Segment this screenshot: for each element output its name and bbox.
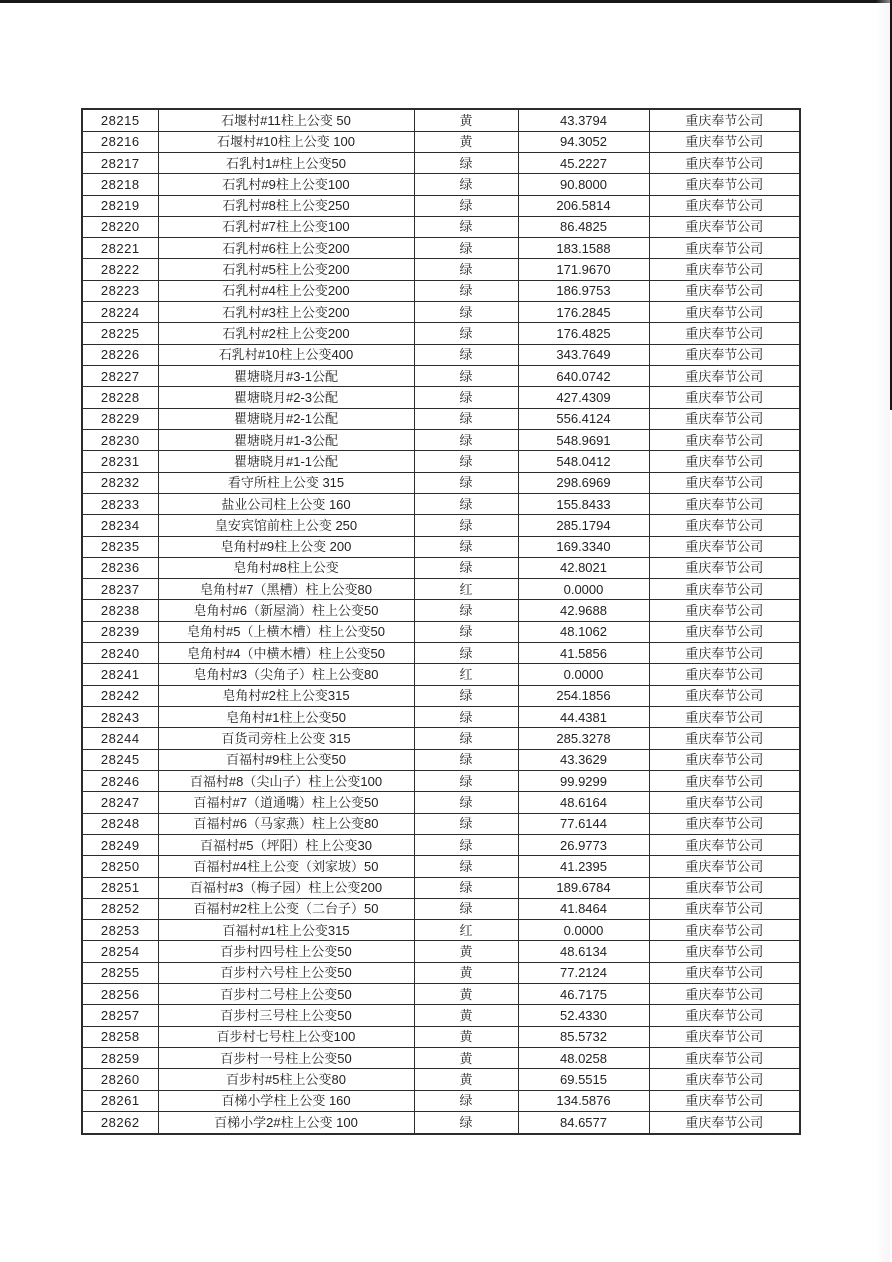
cell-id: 28256 [82,984,158,1005]
cell-id: 28231 [82,451,158,472]
cell-id: 28229 [82,408,158,429]
cell-id: 28236 [82,557,158,578]
cell-status: 绿 [414,643,518,664]
cell-company: 重庆奉节公司 [649,579,800,600]
cell-company: 重庆奉节公司 [649,749,800,770]
cell-value: 176.4825 [518,323,649,344]
cell-value: 90.8000 [518,174,649,195]
cell-name: 皂角村#1柱上公变50 [158,707,414,728]
cell-status: 绿 [414,834,518,855]
cell-company: 重庆奉节公司 [649,984,800,1005]
cell-status: 绿 [414,557,518,578]
scan-edge-top [0,0,892,3]
table-row [82,621,800,642]
cell-value: 186.9753 [518,280,649,301]
cell-value: 0.0000 [518,920,649,941]
cell-id: 28223 [82,280,158,301]
cell-value: 169.3340 [518,536,649,557]
cell-value: 77.2124 [518,962,649,983]
table-row [82,579,800,600]
cell-status: 绿 [414,408,518,429]
table-row [82,216,800,237]
cell-company: 重庆奉节公司 [649,813,800,834]
cell-id: 28221 [82,238,158,259]
table-row [82,728,800,749]
cell-company: 重庆奉节公司 [649,216,800,237]
cell-status: 绿 [414,302,518,323]
cell-value: 85.5732 [518,1026,649,1047]
table-row [82,344,800,365]
cell-id: 28217 [82,152,158,173]
cell-name: 百步村#5柱上公变80 [158,1069,414,1090]
cell-company: 重庆奉节公司 [649,515,800,536]
cell-id: 28261 [82,1090,158,1111]
cell-id: 28226 [82,344,158,365]
cell-id: 28216 [82,131,158,152]
cell-company: 重庆奉节公司 [649,1048,800,1069]
cell-company: 重庆奉节公司 [649,323,800,344]
cell-name: 石乳村#8柱上公变250 [158,195,414,216]
table-row [82,813,800,834]
cell-name: 石乳村#4柱上公变200 [158,280,414,301]
cell-status: 红 [414,920,518,941]
table-row [82,515,800,536]
cell-company: 重庆奉节公司 [649,259,800,280]
cell-company: 重庆奉节公司 [649,856,800,877]
cell-value: 42.9688 [518,600,649,621]
cell-name: 皂角村#5（上横木槽）柱上公变50 [158,621,414,642]
cell-status: 黄 [414,984,518,1005]
cell-name: 百步村一号柱上公变50 [158,1048,414,1069]
cell-value: 44.4381 [518,707,649,728]
transformer-table-container [81,108,801,1135]
cell-company: 重庆奉节公司 [649,451,800,472]
cell-status: 绿 [414,770,518,791]
cell-value: 298.6969 [518,472,649,493]
table-row [82,387,800,408]
table-row [82,109,800,131]
cell-name: 石乳村#9柱上公变100 [158,174,414,195]
cell-company: 重庆奉节公司 [649,344,800,365]
table-row [82,1090,800,1111]
table-row [82,856,800,877]
table-row [82,643,800,664]
cell-status: 绿 [414,174,518,195]
cell-name: 石乳村#5柱上公变200 [158,259,414,280]
table-row [82,834,800,855]
cell-id: 28224 [82,302,158,323]
cell-status: 绿 [414,792,518,813]
table-row [82,238,800,259]
table-row [82,707,800,728]
cell-status: 绿 [414,621,518,642]
cell-status: 绿 [414,323,518,344]
cell-name: 皂角村#2柱上公变315 [158,685,414,706]
table-row [82,174,800,195]
cell-value: 285.3278 [518,728,649,749]
cell-company: 重庆奉节公司 [649,621,800,642]
cell-name: 瞿塘晓月#3-1公配 [158,366,414,387]
cell-id: 28262 [82,1111,158,1134]
cell-status: 绿 [414,259,518,280]
cell-value: 46.7175 [518,984,649,1005]
cell-status: 绿 [414,493,518,514]
cell-value: 48.6164 [518,792,649,813]
cell-status: 绿 [414,515,518,536]
cell-value: 48.1062 [518,621,649,642]
cell-name: 百步村四号柱上公变50 [158,941,414,962]
table-row [82,1069,800,1090]
cell-name: 皂角村#3（尖角子）柱上公变80 [158,664,414,685]
table-row [82,302,800,323]
cell-id: 28250 [82,856,158,877]
cell-name: 百梯小学2#柱上公变 100 [158,1111,414,1134]
cell-id: 28227 [82,366,158,387]
table-row [82,557,800,578]
cell-id: 28239 [82,621,158,642]
table-row [82,366,800,387]
cell-id: 28260 [82,1069,158,1090]
cell-status: 黄 [414,1069,518,1090]
cell-company: 重庆奉节公司 [649,1069,800,1090]
cell-status: 黄 [414,1005,518,1026]
cell-company: 重庆奉节公司 [649,834,800,855]
cell-id: 28247 [82,792,158,813]
cell-name: 石乳村#7柱上公变100 [158,216,414,237]
cell-status: 绿 [414,472,518,493]
cell-name: 石堰村#10柱上公变 100 [158,131,414,152]
cell-id: 28235 [82,536,158,557]
transformer-table [81,108,801,1135]
table-row [82,1111,800,1134]
table-row [82,259,800,280]
cell-value: 171.9670 [518,259,649,280]
cell-value: 48.6134 [518,941,649,962]
cell-status: 绿 [414,280,518,301]
cell-status: 绿 [414,344,518,365]
cell-status: 绿 [414,366,518,387]
cell-company: 重庆奉节公司 [649,1111,800,1134]
cell-value: 41.8464 [518,898,649,919]
cell-value: 41.5856 [518,643,649,664]
cell-status: 绿 [414,195,518,216]
cell-id: 28219 [82,195,158,216]
cell-value: 99.9299 [518,770,649,791]
cell-id: 28244 [82,728,158,749]
table-row [82,1005,800,1026]
cell-name: 百福村#3（梅子园）柱上公变200 [158,877,414,898]
cell-id: 28234 [82,515,158,536]
cell-value: 556.4124 [518,408,649,429]
cell-company: 重庆奉节公司 [649,707,800,728]
cell-value: 52.4330 [518,1005,649,1026]
cell-status: 绿 [414,238,518,259]
table-row [82,493,800,514]
cell-status: 绿 [414,1111,518,1134]
cell-value: 77.6144 [518,813,649,834]
cell-name: 百货司旁柱上公变 315 [158,728,414,749]
cell-name: 百福村#5（坪阳）柱上公变30 [158,834,414,855]
table-row [82,962,800,983]
cell-id: 28246 [82,770,158,791]
cell-name: 看守所柱上公变 315 [158,472,414,493]
cell-id: 28228 [82,387,158,408]
cell-value: 285.1794 [518,515,649,536]
cell-status: 绿 [414,387,518,408]
cell-id: 28238 [82,600,158,621]
cell-name: 石乳村#2柱上公变200 [158,323,414,344]
cell-value: 254.1856 [518,685,649,706]
cell-company: 重庆奉节公司 [649,280,800,301]
table-row [82,664,800,685]
table-row [82,195,800,216]
cell-name: 百梯小学柱上公变 160 [158,1090,414,1111]
cell-company: 重庆奉节公司 [649,920,800,941]
cell-id: 28257 [82,1005,158,1026]
table-row [82,600,800,621]
cell-name: 盐业公司柱上公变 160 [158,493,414,514]
cell-value: 41.2395 [518,856,649,877]
cell-name: 石乳村1#柱上公变50 [158,152,414,173]
cell-company: 重庆奉节公司 [649,770,800,791]
cell-company: 重庆奉节公司 [649,685,800,706]
table-row [82,792,800,813]
table-row [82,152,800,173]
cell-value: 343.7649 [518,344,649,365]
cell-name: 瞿塘晓月#1-3公配 [158,429,414,450]
cell-value: 48.0258 [518,1048,649,1069]
table-row [82,685,800,706]
cell-name: 百福村#7（道通嘴）柱上公变50 [158,792,414,813]
cell-status: 黄 [414,109,518,131]
cell-company: 重庆奉节公司 [649,429,800,450]
cell-value: 548.0412 [518,451,649,472]
cell-value: 86.4825 [518,216,649,237]
cell-status: 绿 [414,856,518,877]
cell-id: 28249 [82,834,158,855]
cell-name: 皂角村#4（中横木槽）柱上公变50 [158,643,414,664]
cell-status: 绿 [414,600,518,621]
table-row [82,536,800,557]
table-row [82,323,800,344]
cell-company: 重庆奉节公司 [649,1026,800,1047]
cell-company: 重庆奉节公司 [649,941,800,962]
cell-company: 重庆奉节公司 [649,195,800,216]
cell-name: 瞿塘晓月#2-3公配 [158,387,414,408]
cell-name: 百福村#4柱上公变（刘家坡）50 [158,856,414,877]
cell-status: 绿 [414,813,518,834]
cell-name: 百福村#9柱上公变50 [158,749,414,770]
cell-name: 皂角村#6（新屋淌）柱上公变50 [158,600,414,621]
cell-name: 百福村#6（马家燕）柱上公变80 [158,813,414,834]
cell-name: 百福村#2柱上公变（二台子）50 [158,898,414,919]
table-row [82,920,800,941]
cell-company: 重庆奉节公司 [649,131,800,152]
cell-status: 绿 [414,877,518,898]
cell-value: 94.3052 [518,131,649,152]
cell-status: 绿 [414,536,518,557]
transformer-table-body [82,109,800,1134]
cell-name: 皂角村#9柱上公变 200 [158,536,414,557]
cell-name: 百步村二号柱上公变50 [158,984,414,1005]
cell-company: 重庆奉节公司 [649,557,800,578]
scan-shadow-right [876,0,890,1262]
cell-company: 重庆奉节公司 [649,1005,800,1026]
cell-company: 重庆奉节公司 [649,472,800,493]
table-row [82,770,800,791]
cell-name: 百福村#1柱上公变315 [158,920,414,941]
cell-company: 重庆奉节公司 [649,728,800,749]
cell-name: 皇安宾馆前柱上公变 250 [158,515,414,536]
cell-status: 红 [414,664,518,685]
cell-id: 28220 [82,216,158,237]
cell-company: 重庆奉节公司 [649,536,800,557]
cell-status: 绿 [414,728,518,749]
cell-value: 42.8021 [518,557,649,578]
cell-value: 640.0742 [518,366,649,387]
table-row [82,749,800,770]
cell-value: 189.6784 [518,877,649,898]
table-row [82,877,800,898]
cell-company: 重庆奉节公司 [649,238,800,259]
cell-status: 黄 [414,962,518,983]
cell-id: 28241 [82,664,158,685]
cell-value: 155.8433 [518,493,649,514]
cell-company: 重庆奉节公司 [649,152,800,173]
table-row [82,941,800,962]
table-row [82,429,800,450]
table-row [82,131,800,152]
cell-status: 绿 [414,152,518,173]
cell-company: 重庆奉节公司 [649,962,800,983]
cell-status: 绿 [414,685,518,706]
table-row [82,408,800,429]
cell-value: 548.9691 [518,429,649,450]
cell-value: 206.5814 [518,195,649,216]
cell-value: 0.0000 [518,579,649,600]
cell-value: 134.5876 [518,1090,649,1111]
cell-id: 28253 [82,920,158,941]
cell-name: 石乳村#3柱上公变200 [158,302,414,323]
cell-company: 重庆奉节公司 [649,109,800,131]
cell-id: 28240 [82,643,158,664]
cell-value: 26.9773 [518,834,649,855]
cell-value: 43.3629 [518,749,649,770]
cell-company: 重庆奉节公司 [649,643,800,664]
cell-name: 百步村七号柱上公变100 [158,1026,414,1047]
cell-id: 28237 [82,579,158,600]
cell-status: 绿 [414,1090,518,1111]
cell-name: 石堰村#11柱上公变 50 [158,109,414,131]
cell-value: 427.4309 [518,387,649,408]
cell-value: 45.2227 [518,152,649,173]
cell-company: 重庆奉节公司 [649,174,800,195]
cell-id: 28251 [82,877,158,898]
cell-company: 重庆奉节公司 [649,302,800,323]
cell-status: 黄 [414,1048,518,1069]
table-row [82,898,800,919]
cell-status: 绿 [414,429,518,450]
cell-company: 重庆奉节公司 [649,408,800,429]
cell-company: 重庆奉节公司 [649,366,800,387]
cell-id: 28218 [82,174,158,195]
cell-status: 黄 [414,1026,518,1047]
cell-id: 28232 [82,472,158,493]
cell-name: 石乳村#10柱上公变400 [158,344,414,365]
cell-status: 绿 [414,749,518,770]
cell-name: 皂角村#7（黑槽）柱上公变80 [158,579,414,600]
cell-status: 绿 [414,707,518,728]
cell-company: 重庆奉节公司 [649,493,800,514]
cell-status: 黄 [414,941,518,962]
cell-value: 183.1588 [518,238,649,259]
cell-id: 28254 [82,941,158,962]
cell-company: 重庆奉节公司 [649,387,800,408]
cell-name: 皂角村#8柱上公变 [158,557,414,578]
cell-name: 瞿塘晓月#1-1公配 [158,451,414,472]
cell-name: 百福村#8（尖山子）柱上公变100 [158,770,414,791]
cell-id: 28230 [82,429,158,450]
cell-status: 红 [414,579,518,600]
table-row [82,280,800,301]
cell-company: 重庆奉节公司 [649,877,800,898]
table-row [82,1026,800,1047]
cell-status: 绿 [414,216,518,237]
cell-value: 69.5515 [518,1069,649,1090]
cell-id: 28252 [82,898,158,919]
cell-company: 重庆奉节公司 [649,600,800,621]
cell-status: 绿 [414,451,518,472]
cell-id: 28255 [82,962,158,983]
cell-company: 重庆奉节公司 [649,1090,800,1111]
cell-value: 84.6577 [518,1111,649,1134]
cell-name: 百步村六号柱上公变50 [158,962,414,983]
cell-id: 28243 [82,707,158,728]
table-row [82,1048,800,1069]
cell-id: 28233 [82,493,158,514]
cell-status: 绿 [414,898,518,919]
cell-id: 28215 [82,109,158,131]
cell-id: 28258 [82,1026,158,1047]
cell-value: 43.3794 [518,109,649,131]
cell-company: 重庆奉节公司 [649,664,800,685]
table-row [82,472,800,493]
cell-name: 石乳村#6柱上公变200 [158,238,414,259]
cell-id: 28248 [82,813,158,834]
cell-name: 瞿塘晓月#2-1公配 [158,408,414,429]
cell-name: 百步村三号柱上公变50 [158,1005,414,1026]
cell-value: 0.0000 [518,664,649,685]
cell-id: 28242 [82,685,158,706]
cell-company: 重庆奉节公司 [649,898,800,919]
cell-id: 28245 [82,749,158,770]
table-row [82,984,800,1005]
cell-id: 28259 [82,1048,158,1069]
cell-value: 176.2845 [518,302,649,323]
cell-status: 黄 [414,131,518,152]
cell-id: 28225 [82,323,158,344]
cell-id: 28222 [82,259,158,280]
cell-company: 重庆奉节公司 [649,792,800,813]
table-row [82,451,800,472]
